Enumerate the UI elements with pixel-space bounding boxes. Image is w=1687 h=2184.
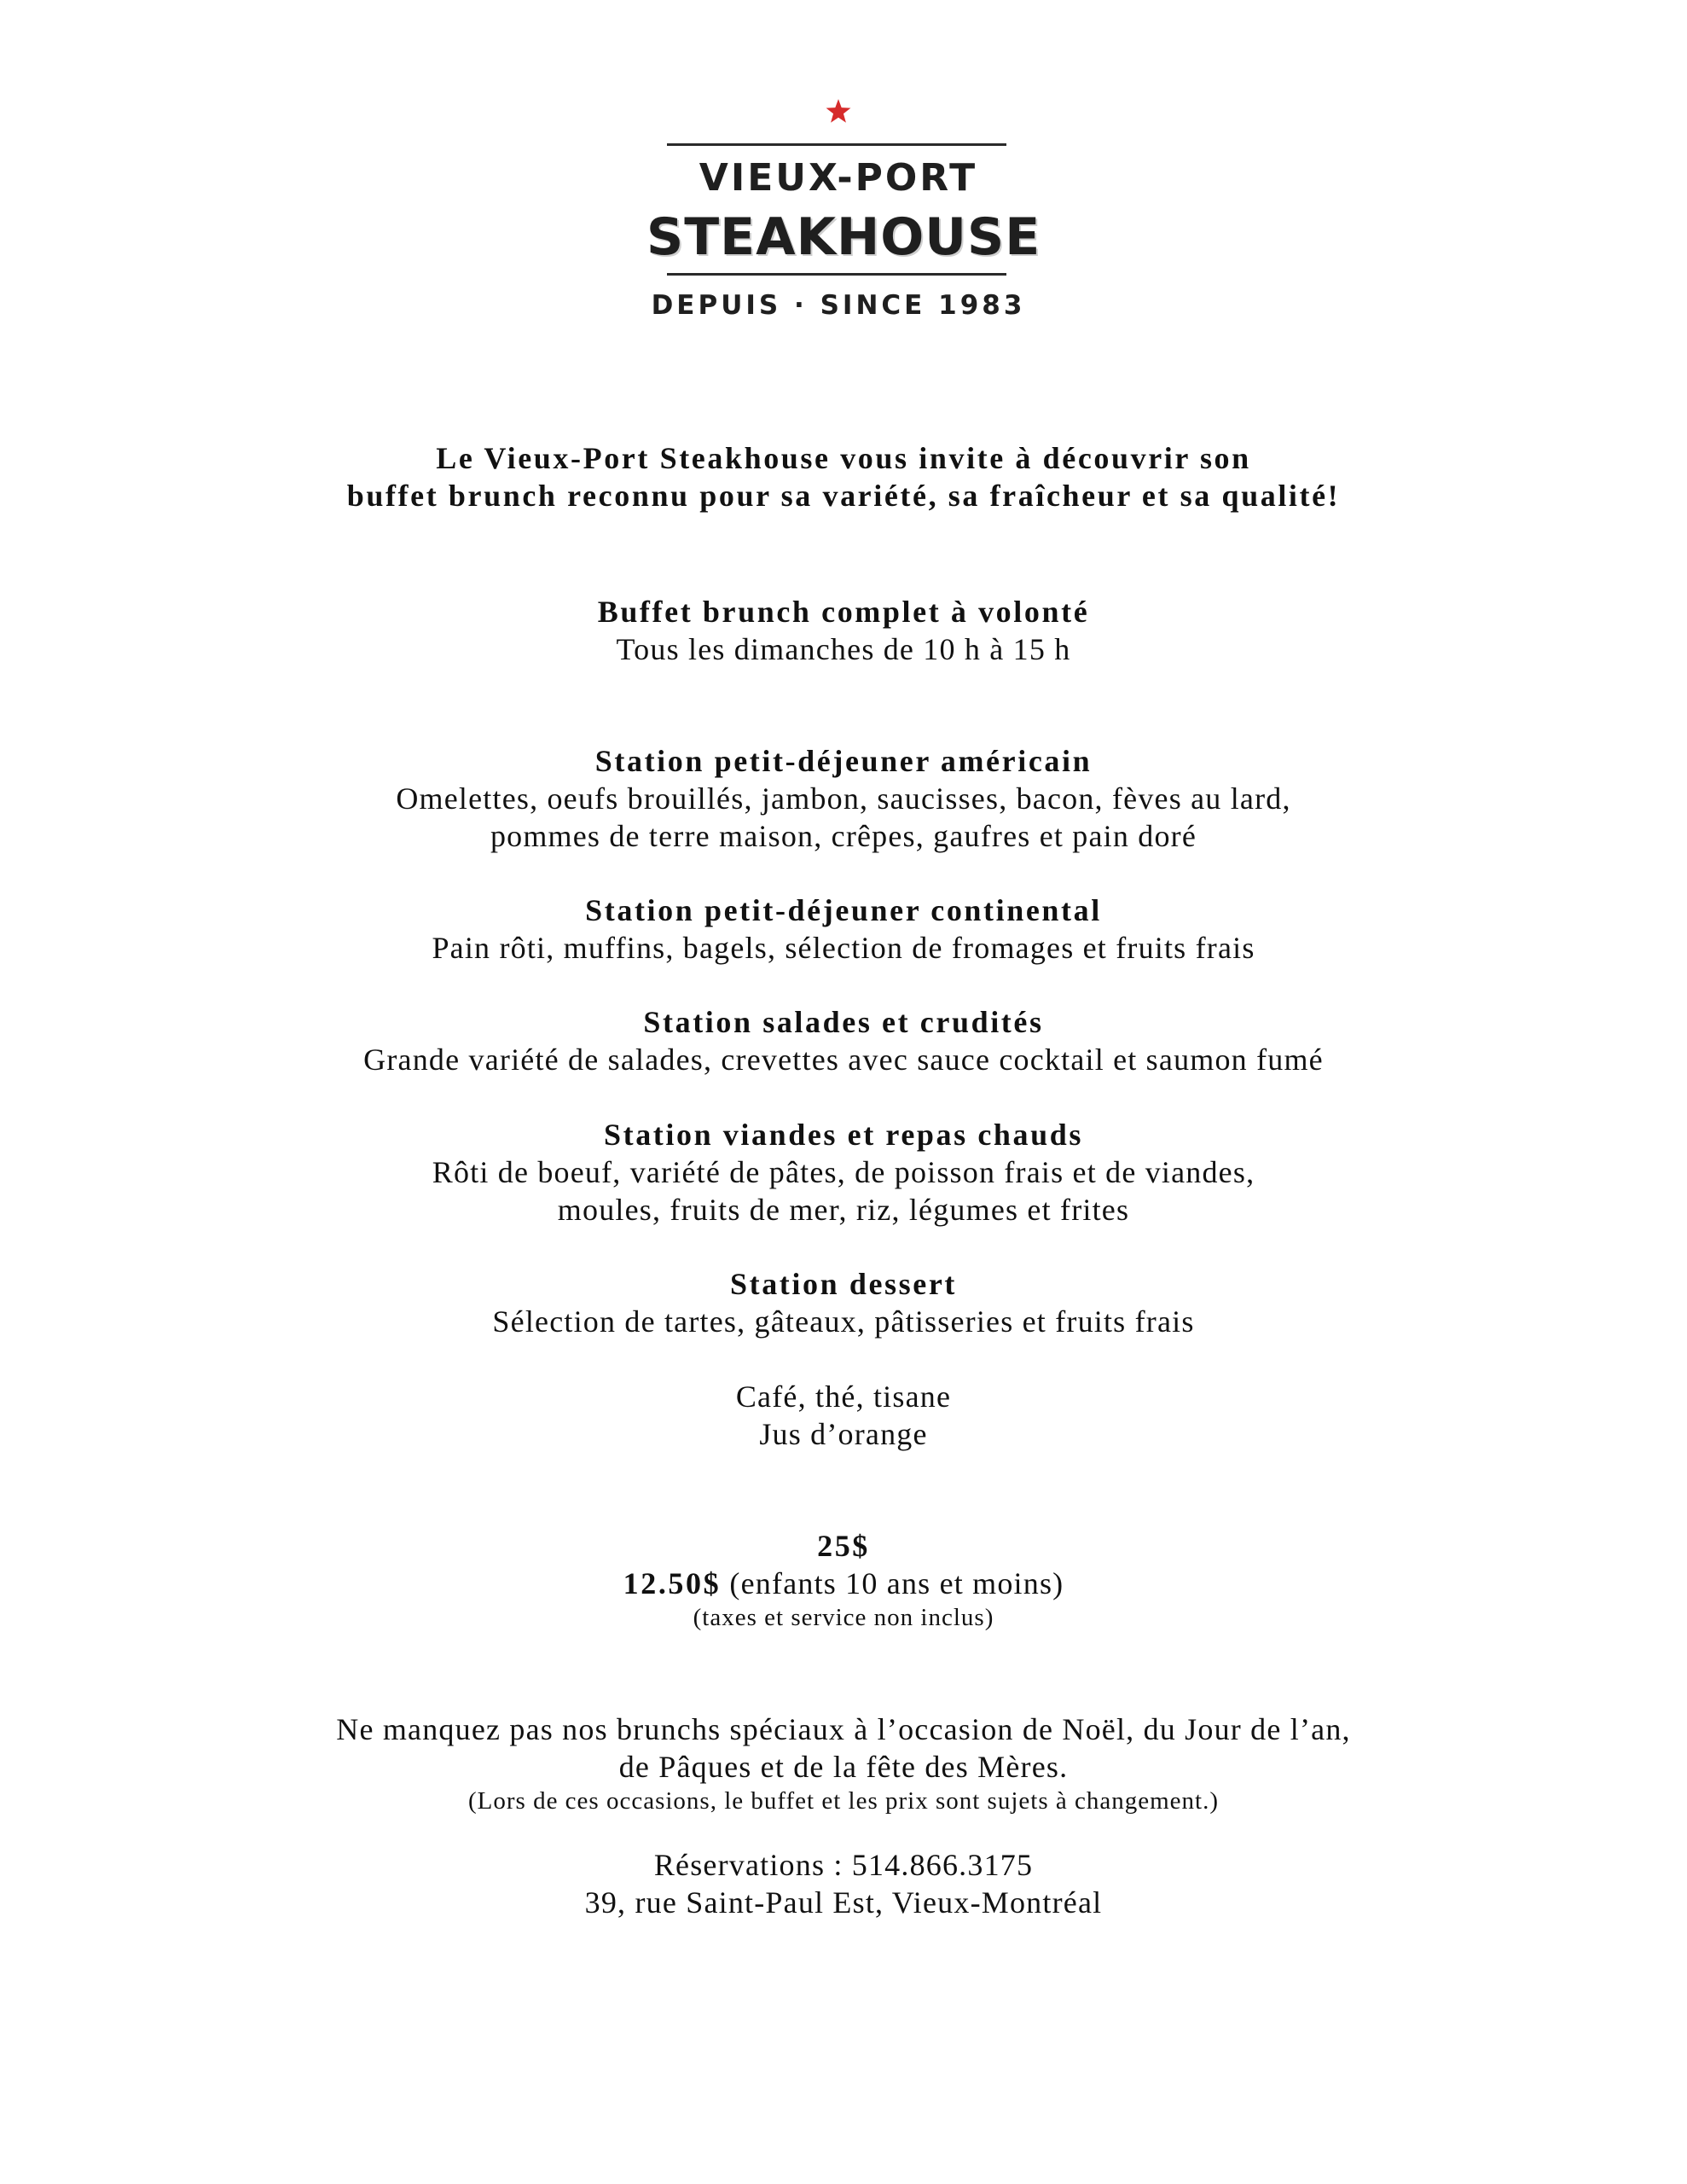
station-meats-hot-meals: [0, 1116, 1687, 1228]
station-description-line: moules, fruits de mer, riz, légumes et frites: [557, 1193, 1130, 1227]
reservations-phone: Réservations : 514.866.3175: [653, 1848, 1034, 1882]
station-continental-breakfast: [0, 892, 1687, 967]
special-line-2: de Pâques et de la fête des Mères.: [618, 1750, 1069, 1784]
adult-price: 25$: [817, 1529, 870, 1563]
contact-section: [0, 1846, 1687, 1921]
intro-line-2: buffet brunch reconnu pour sa variété, sa fraîcheur et sa qualité!: [346, 479, 1341, 513]
special-line-1: Ne manquez pas nos brunchs spéciaux à l’occasion de Noël, du Jour de l’an,: [336, 1712, 1351, 1746]
child-price-note: (enfants 10 ans et moins): [721, 1566, 1064, 1600]
buffet-section: [0, 593, 1687, 668]
logo-since-line: DEPUIS · SINCE 1983: [651, 290, 1026, 321]
station-description-line: Rôti de boeuf, variété de pâtes, de poisson frais et de viandes,: [432, 1155, 1255, 1189]
drinks-juice: Jus d’orange: [759, 1417, 928, 1451]
prices-section: [0, 1527, 1687, 1633]
intro-line-1: Le Vieux-Port Steakhouse vous invite à découvrir son: [436, 441, 1251, 475]
station-description-line: Sélection de tartes, gâteaux, pâtisseries et fruits frais: [492, 1304, 1195, 1339]
special-note: (Lors de ces occasions, le buffet et les prix sont sujets à changement.): [468, 1787, 1219, 1815]
drinks-hot: Café, thé, tisane: [735, 1380, 952, 1414]
intro-text: [0, 439, 1687, 514]
logo-bottom-rule: [667, 273, 1006, 276]
child-price: 12.50$: [623, 1566, 722, 1600]
restaurant-logo: [646, 96, 1041, 326]
station-salads: [0, 1003, 1687, 1078]
logo-line-vieux-port: VIEUX-PORT: [699, 156, 978, 200]
buffet-title: Buffet brunch complet à volonté: [597, 595, 1090, 629]
station-title: Station salades et crudités: [643, 1005, 1044, 1039]
station-title: Station petit-déjeuner continental: [585, 893, 1102, 927]
station-title: Station dessert: [730, 1267, 957, 1301]
special-occasions-section: [0, 1711, 1687, 1816]
address: 39, rue Saint-Paul Est, Vieux-Montréal: [584, 1885, 1103, 1920]
station-description-line: Omelettes, oeufs brouillés, jambon, saucisses, bacon, fèves au lard,: [396, 781, 1291, 816]
station-american-breakfast: [0, 742, 1687, 855]
station-description-line: Pain rôti, muffins, bagels, sélection de fromages et fruits frais: [432, 931, 1255, 965]
station-title: Station viandes et repas chauds: [603, 1118, 1083, 1152]
taxes-note: (taxes et service non inclus): [693, 1604, 994, 1631]
station-dessert: [0, 1265, 1687, 1340]
child-price-line: [0, 1565, 1687, 1602]
star-icon: [824, 97, 853, 126]
buffet-schedule: Tous les dimanches de 10 h à 15 h: [616, 632, 1071, 666]
drinks-section: [0, 1378, 1687, 1453]
logo-top-rule: [667, 143, 1006, 146]
station-description-line: Grande variété de salades, crevettes avec sauce cocktail et saumon fumé: [363, 1043, 1324, 1077]
station-description-line: pommes de terre maison, crêpes, gaufres et pain doré: [490, 819, 1197, 853]
logo-line-steakhouse: STEAKHOUSE: [646, 207, 1041, 267]
station-title: Station petit-déjeuner américain: [594, 744, 1093, 778]
